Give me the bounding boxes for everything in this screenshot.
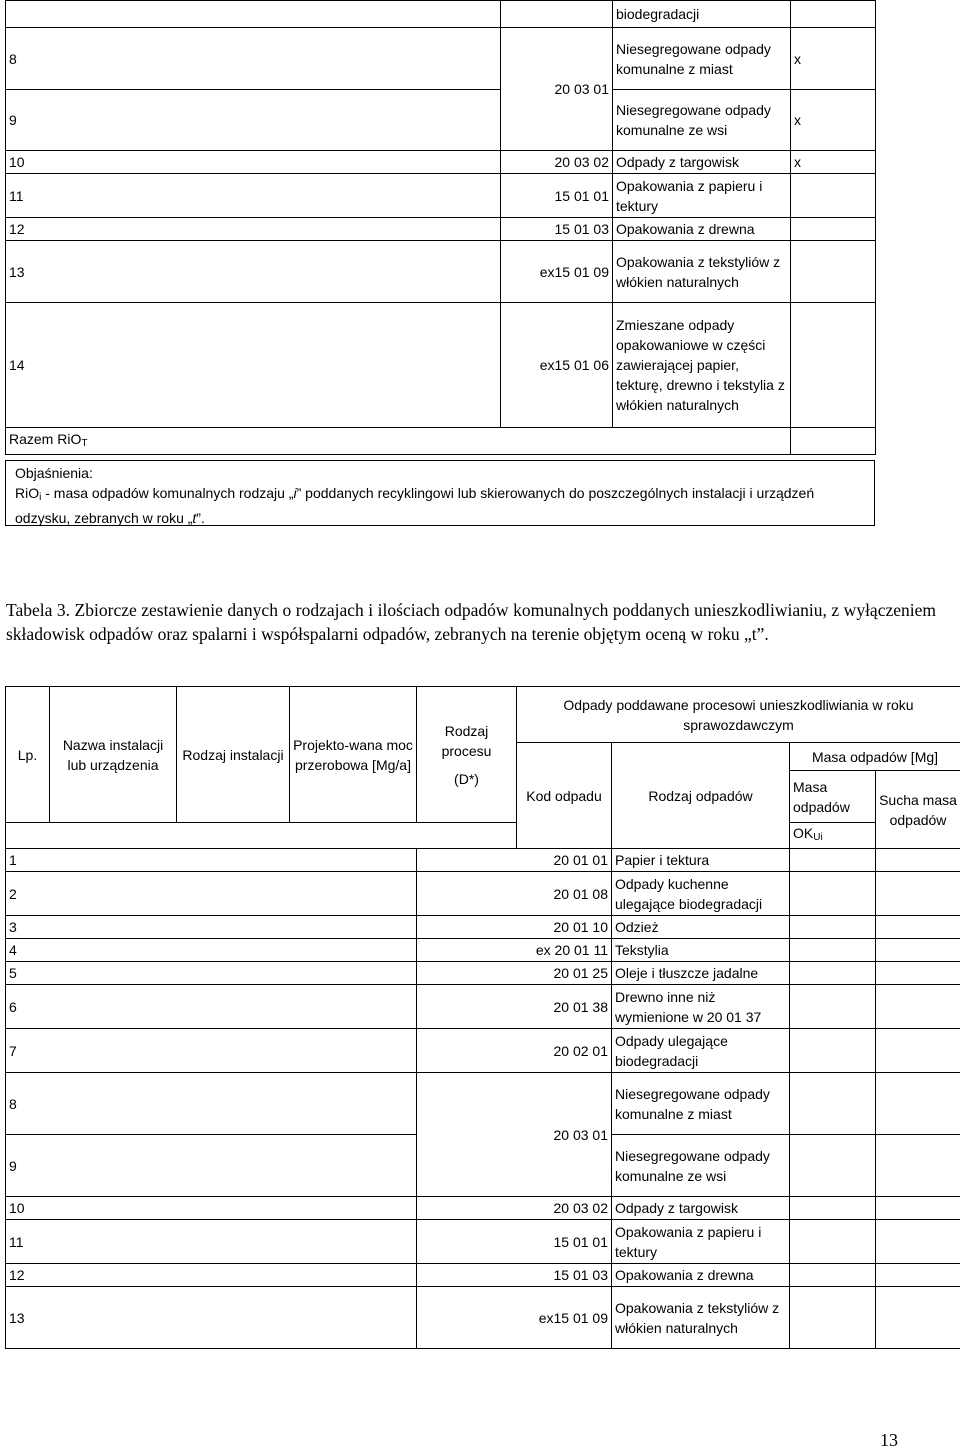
notes-title: Objaśnienia:	[15, 465, 93, 481]
rodzaj-cell: Odpady z targowisk	[613, 151, 791, 174]
table-row	[6, 1135, 960, 1197]
kod-cell: 20 02 01	[417, 1029, 612, 1073]
header-spacer	[6, 823, 517, 849]
header-masa-group: Masa odpadów [Mg]	[790, 743, 960, 771]
top-table	[5, 0, 876, 455]
sucha-cell	[876, 1220, 960, 1264]
sucha-cell	[876, 1029, 960, 1073]
table-row	[6, 28, 876, 90]
table-row	[6, 174, 876, 218]
rodzaj-cell: Opakowania z papieru i tektury	[612, 1220, 790, 1264]
lp-cell: 6	[6, 985, 417, 1029]
lp-cell: 4	[6, 939, 417, 962]
header-nazwa: Nazwa instalacji lub urządzenia	[50, 687, 177, 823]
header-ok: $OK_{Ui}$	[790, 823, 876, 849]
masa-cell	[790, 1220, 876, 1264]
kod-cell: ex15 01 06	[501, 303, 613, 428]
lp-cell: 12	[6, 218, 501, 241]
page-number: 13	[880, 1430, 898, 1450]
lp-cell: 13	[6, 1287, 417, 1349]
lp-cell: 10	[6, 151, 501, 174]
x-cell: x	[791, 90, 876, 151]
rodzaj-cell: Niesegregowane odpady komunalne ze wsi	[613, 90, 791, 151]
header-rodzaj-odpadow: Rodzaj odpadów	[612, 743, 790, 849]
lp-cell: 11	[6, 1220, 417, 1264]
x-cell	[791, 241, 876, 303]
kod-cell: 20 03 02	[501, 151, 613, 174]
table-row	[6, 1073, 960, 1135]
masa-cell	[790, 1287, 876, 1349]
kod-cell: ex15 01 09	[501, 241, 613, 303]
table-row	[6, 1287, 960, 1349]
rodzaj-cell: Niesegregowane odpady komunalne z miast	[612, 1073, 790, 1135]
kod-cell: 20 01 01	[417, 849, 612, 872]
kod-cell: ex15 01 09	[417, 1287, 612, 1349]
rodzaj-cell: Papier i tektura	[612, 849, 790, 872]
x-cell	[791, 1, 876, 28]
lp-cell: 14	[6, 303, 501, 428]
kod-cell: 15 01 01	[501, 174, 613, 218]
rodzaj-cell: Zmieszane odpady opakowaniowe w części zawierającej papier, tekturę, drewno i tekstylia z włókien naturalnych	[613, 303, 791, 428]
kod-cell: 20 01 38	[417, 985, 612, 1029]
sucha-cell	[876, 985, 960, 1029]
table-row	[6, 218, 876, 241]
masa-cell	[790, 849, 876, 872]
kod-cell: 20 03 01	[417, 1073, 612, 1197]
lp-cell: 12	[6, 1264, 417, 1287]
header-rodzaj-instalacji: Rodzaj instalacji	[177, 687, 290, 823]
x-cell	[791, 303, 876, 428]
header-lp: Lp.	[6, 687, 50, 823]
sucha-cell	[876, 849, 960, 872]
razem-label: Razem RiO$_T$	[6, 428, 791, 455]
sucha-cell	[876, 1073, 960, 1135]
kod-cell: 15 01 01	[417, 1220, 612, 1264]
table-row	[6, 1220, 960, 1264]
sucha-cell	[876, 962, 960, 985]
masa-cell	[790, 1197, 876, 1220]
rodzaj-cell: Odpady ulegające biodegradacji	[612, 1029, 790, 1073]
rodzaj-cell: Odpady z targowisk	[612, 1197, 790, 1220]
lp-cell: 7	[6, 1029, 417, 1073]
rodzaj-cell: Tekstylia	[612, 939, 790, 962]
header-rodzaj-procesu: Rodzaj procesu (D*)	[417, 687, 517, 823]
kod-cell: 20 01 10	[417, 916, 612, 939]
notes-line: RiO$_i$ - masa odpadów komunalnych rodzaju „i” poddanych recyklingowi lub skierowanych do poszczególnych instalacji i urządzeń odzysku, zebranych w roku „t”.	[15, 485, 815, 526]
rodzaj-cell: biodegradacji	[613, 1, 791, 28]
lp-cell: 9	[6, 90, 501, 151]
lp-cell: 2	[6, 872, 417, 916]
table-row	[6, 1264, 960, 1287]
x-cell	[791, 218, 876, 241]
rodzaj-cell: Odpady kuchenne ulegające biodegradacji	[612, 872, 790, 916]
lp-cell: 8	[6, 1073, 417, 1135]
masa-cell	[790, 985, 876, 1029]
sucha-cell	[876, 939, 960, 962]
masa-cell	[790, 916, 876, 939]
x-cell: x	[791, 28, 876, 90]
header-row	[6, 687, 960, 743]
lp-cell: 5	[6, 962, 417, 985]
sucha-cell	[876, 1264, 960, 1287]
razem-value	[791, 428, 876, 455]
rodzaj-cell: Oleje i tłuszcze jadalne	[612, 962, 790, 985]
table-row	[6, 90, 876, 151]
sucha-cell	[876, 1287, 960, 1349]
sucha-cell	[876, 872, 960, 916]
header-masa: Masa odpadów	[790, 771, 876, 823]
razem-row	[6, 428, 876, 455]
header-group: Odpady poddawane procesowi unieszkodliwiania w roku sprawozdawczym	[517, 687, 960, 743]
table-row	[6, 939, 960, 962]
kod-cell: 20 01 08	[417, 872, 612, 916]
kod-cell	[501, 1, 613, 28]
masa-cell	[790, 1264, 876, 1287]
lp-cell: 13	[6, 241, 501, 303]
kod-cell: 20 03 01	[501, 28, 613, 151]
lp-cell: 3	[6, 916, 417, 939]
kod-cell: 20 01 25	[417, 962, 612, 985]
lp-cell	[6, 1, 501, 28]
notes-box	[5, 460, 875, 526]
rodzaj-cell: Opakowania z tekstyliów z włókien naturalnych	[612, 1287, 790, 1349]
header-moc: Projekto-wana moc przerobowa [Mg/a]	[290, 687, 417, 823]
masa-cell	[790, 962, 876, 985]
table-row	[6, 1029, 960, 1073]
masa-cell	[790, 1135, 876, 1197]
masa-cell	[790, 1073, 876, 1135]
table-row	[6, 151, 876, 174]
rodzaj-cell: Niesegregowane odpady komunalne z miast	[613, 28, 791, 90]
lp-cell: 9	[6, 1135, 517, 1197]
rodzaj-cell: Niesegregowane odpady komunalne ze wsi	[612, 1135, 790, 1197]
table-row	[6, 849, 960, 872]
table-row	[6, 1197, 960, 1220]
table-row	[6, 241, 876, 303]
masa-cell	[790, 872, 876, 916]
header-sucha: Sucha masa odpadów	[876, 771, 960, 849]
sucha-cell	[876, 1135, 960, 1197]
table-row	[6, 1, 876, 28]
table-row	[6, 872, 960, 916]
masa-cell	[790, 1029, 876, 1073]
header-kod: Kod odpadu	[517, 743, 612, 849]
x-cell	[791, 174, 876, 218]
sucha-cell	[876, 1197, 960, 1220]
kod-cell: 15 01 03	[417, 1264, 612, 1287]
x-cell: x	[791, 151, 876, 174]
rodzaj-cell: Opakowania z papieru i tektury	[613, 174, 791, 218]
kod-cell: 20 03 02	[417, 1197, 612, 1220]
rodzaj-cell: Opakowania z drewna	[613, 218, 791, 241]
kod-cell: ex 20 01 11	[417, 939, 612, 962]
table-row	[6, 303, 876, 428]
rodzaj-cell: Odzież	[612, 916, 790, 939]
lp-cell: 11	[6, 174, 501, 218]
table-row	[6, 985, 960, 1029]
lp-cell: 1	[6, 849, 417, 872]
rodzaj-cell: Opakowania z drewna	[612, 1264, 790, 1287]
table-row	[6, 962, 960, 985]
lp-cell: 8	[6, 28, 501, 90]
masa-cell	[790, 939, 876, 962]
kod-cell: 15 01 03	[501, 218, 613, 241]
table3	[5, 686, 960, 1349]
header-row	[6, 823, 960, 849]
sucha-cell	[876, 916, 960, 939]
lp-cell: 10	[6, 1197, 417, 1220]
table-row	[6, 916, 960, 939]
rodzaj-cell: Drewno inne niż wymienione w 20 01 37	[612, 985, 790, 1029]
table3-title: Tabela 3. Zbiorcze zestawienie danych o rodzajach i ilościach odpadów komunalnych poddanych unieszkodliwianiu, z wyłączeniem składowisk odpadów oraz spalarni i współspalarni odpadów, zebranych na terenie objętym oceną w roku „t”.	[6, 600, 936, 644]
rodzaj-cell: Opakowania z tekstyliów z włókien naturalnych	[613, 241, 791, 303]
